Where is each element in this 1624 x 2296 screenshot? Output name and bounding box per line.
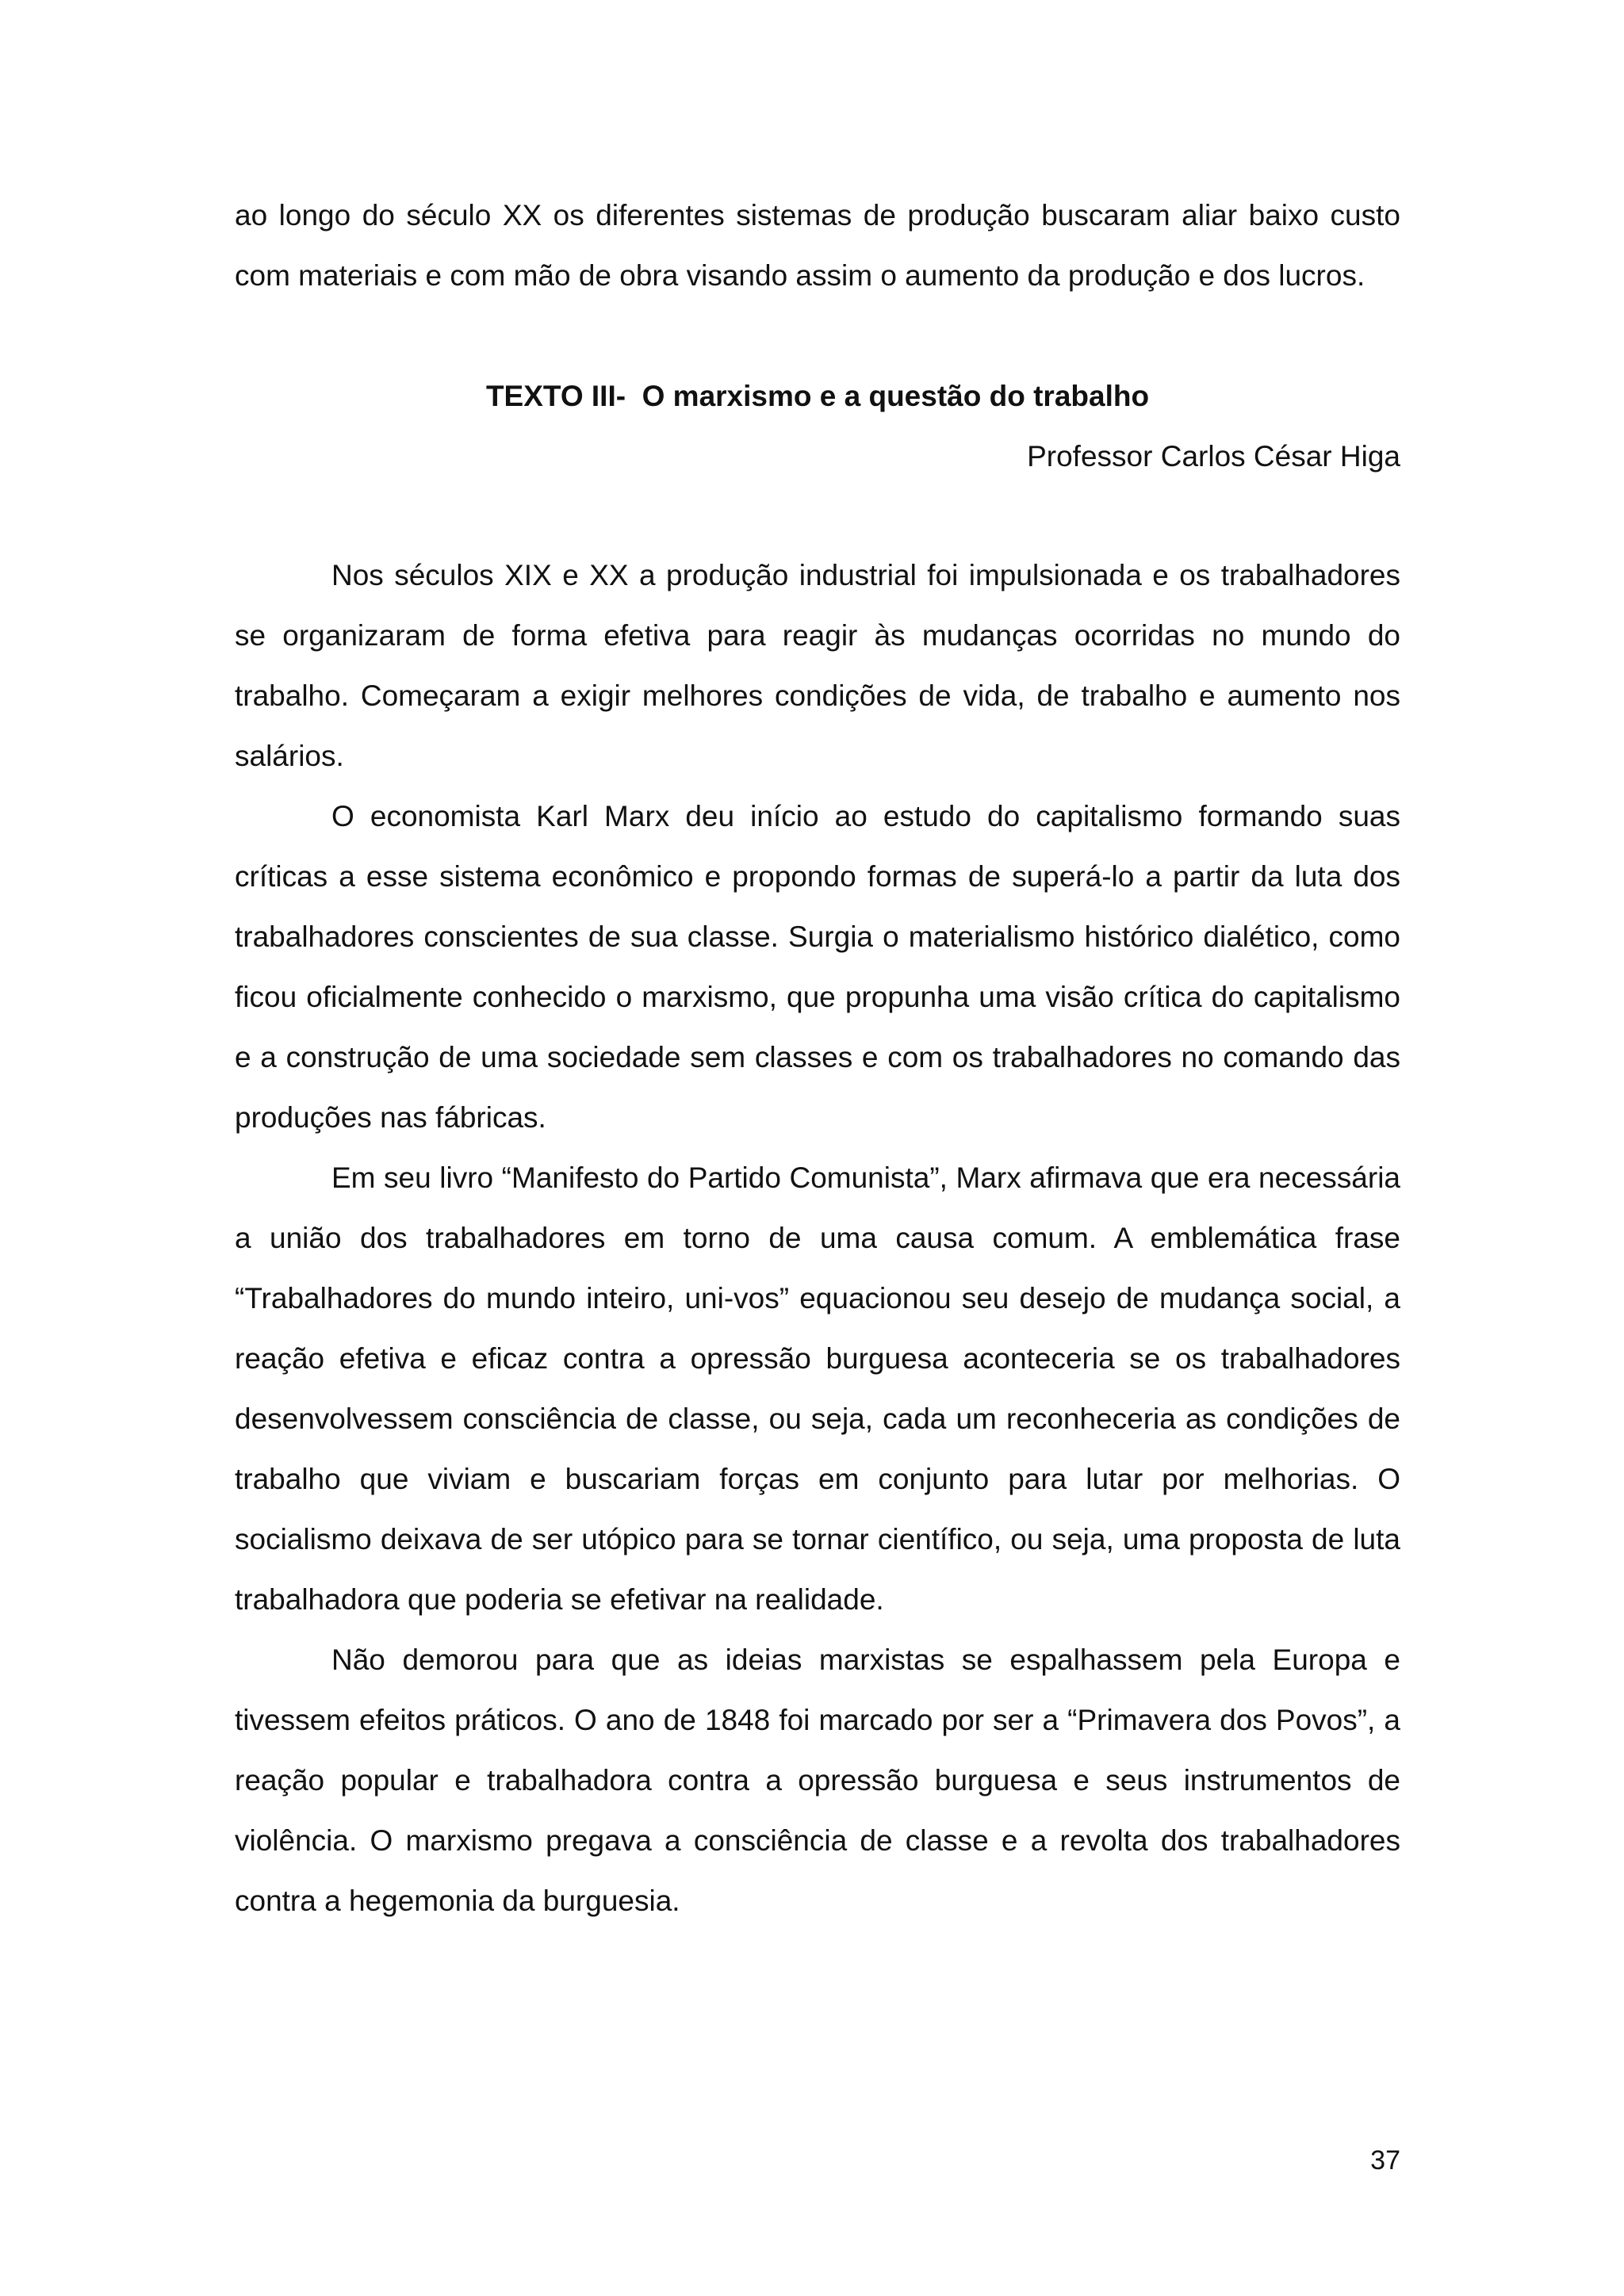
continuation-paragraph: ao longo do século XX os diferentes sistemas de produção buscaram aliar baixo custo com materiais e com mão de obra visando assim o aumento da produção e dos lucros. <box>235 199 1400 292</box>
section-title: TEXTO III- O marxismo e a questão do trabalho <box>485 380 1150 412</box>
paragraph: O economista Karl Marx deu início ao estudo do capitalismo formando suas críticas a esse sistema econômico e propondo formas de superá-lo a partir da luta dos trabalhadores conscientes de sua classe. Surgia o materialismo histórico dialético, como ficou oficialmente conhecido o marxismo, que propunha uma visão crítica do capitalismo e a construção de uma sociedade sem classes e com os trabalhadores no comando das produções nas fábricas. <box>235 800 1400 1134</box>
article-body <box>235 545 1400 1931</box>
paragraph: Não demorou para que as ideias marxistas se espalhassem pela Europa e tivessem efeitos práticos. O ano de 1848 foi marcado por ser a “Primavera dos Povos”, a reação popular e trabalhadora contra a opressão burguesa e seus instrumentos de violência. O marxismo pregava a consciência de classe e a revolta dos trabalhadores contra a hegemonia da burguesia. <box>235 1644 1400 1917</box>
paragraph: Nos séculos XIX e XX a produção industrial foi impulsionada e os trabalhadores se organizaram de forma efetiva para reagir às mudanças ocorridas no mundo do trabalho. Começaram a exigir melhores condições de vida, de trabalho e aumento nos salários. <box>235 559 1400 772</box>
author-line: Professor Carlos César Higa <box>1027 440 1400 473</box>
page-number: 37 <box>1370 2145 1400 2175</box>
paragraph: Em seu livro “Manifesto do Partido Comunista”, Marx afirmava que era necessária a união dos trabalhadores em torno de uma causa comum. A emblemática frase “Trabalhadores do mundo inteiro, uni-vos” equacionou seu desejo de mudança social, a reação efetiva e eficaz contra a opressão burguesa aconteceria se os trabalhadores desenvolvessem consciência de classe, ou seja, cada um reconheceria as condições de trabalho que viviam e buscariam forças em conjunto para lutar por melhorias. O socialismo deixava de ser utópico para se tornar científico, ou seja, uma proposta de luta trabalhadora que poderia se efetivar na realidade. <box>235 1161 1400 1616</box>
